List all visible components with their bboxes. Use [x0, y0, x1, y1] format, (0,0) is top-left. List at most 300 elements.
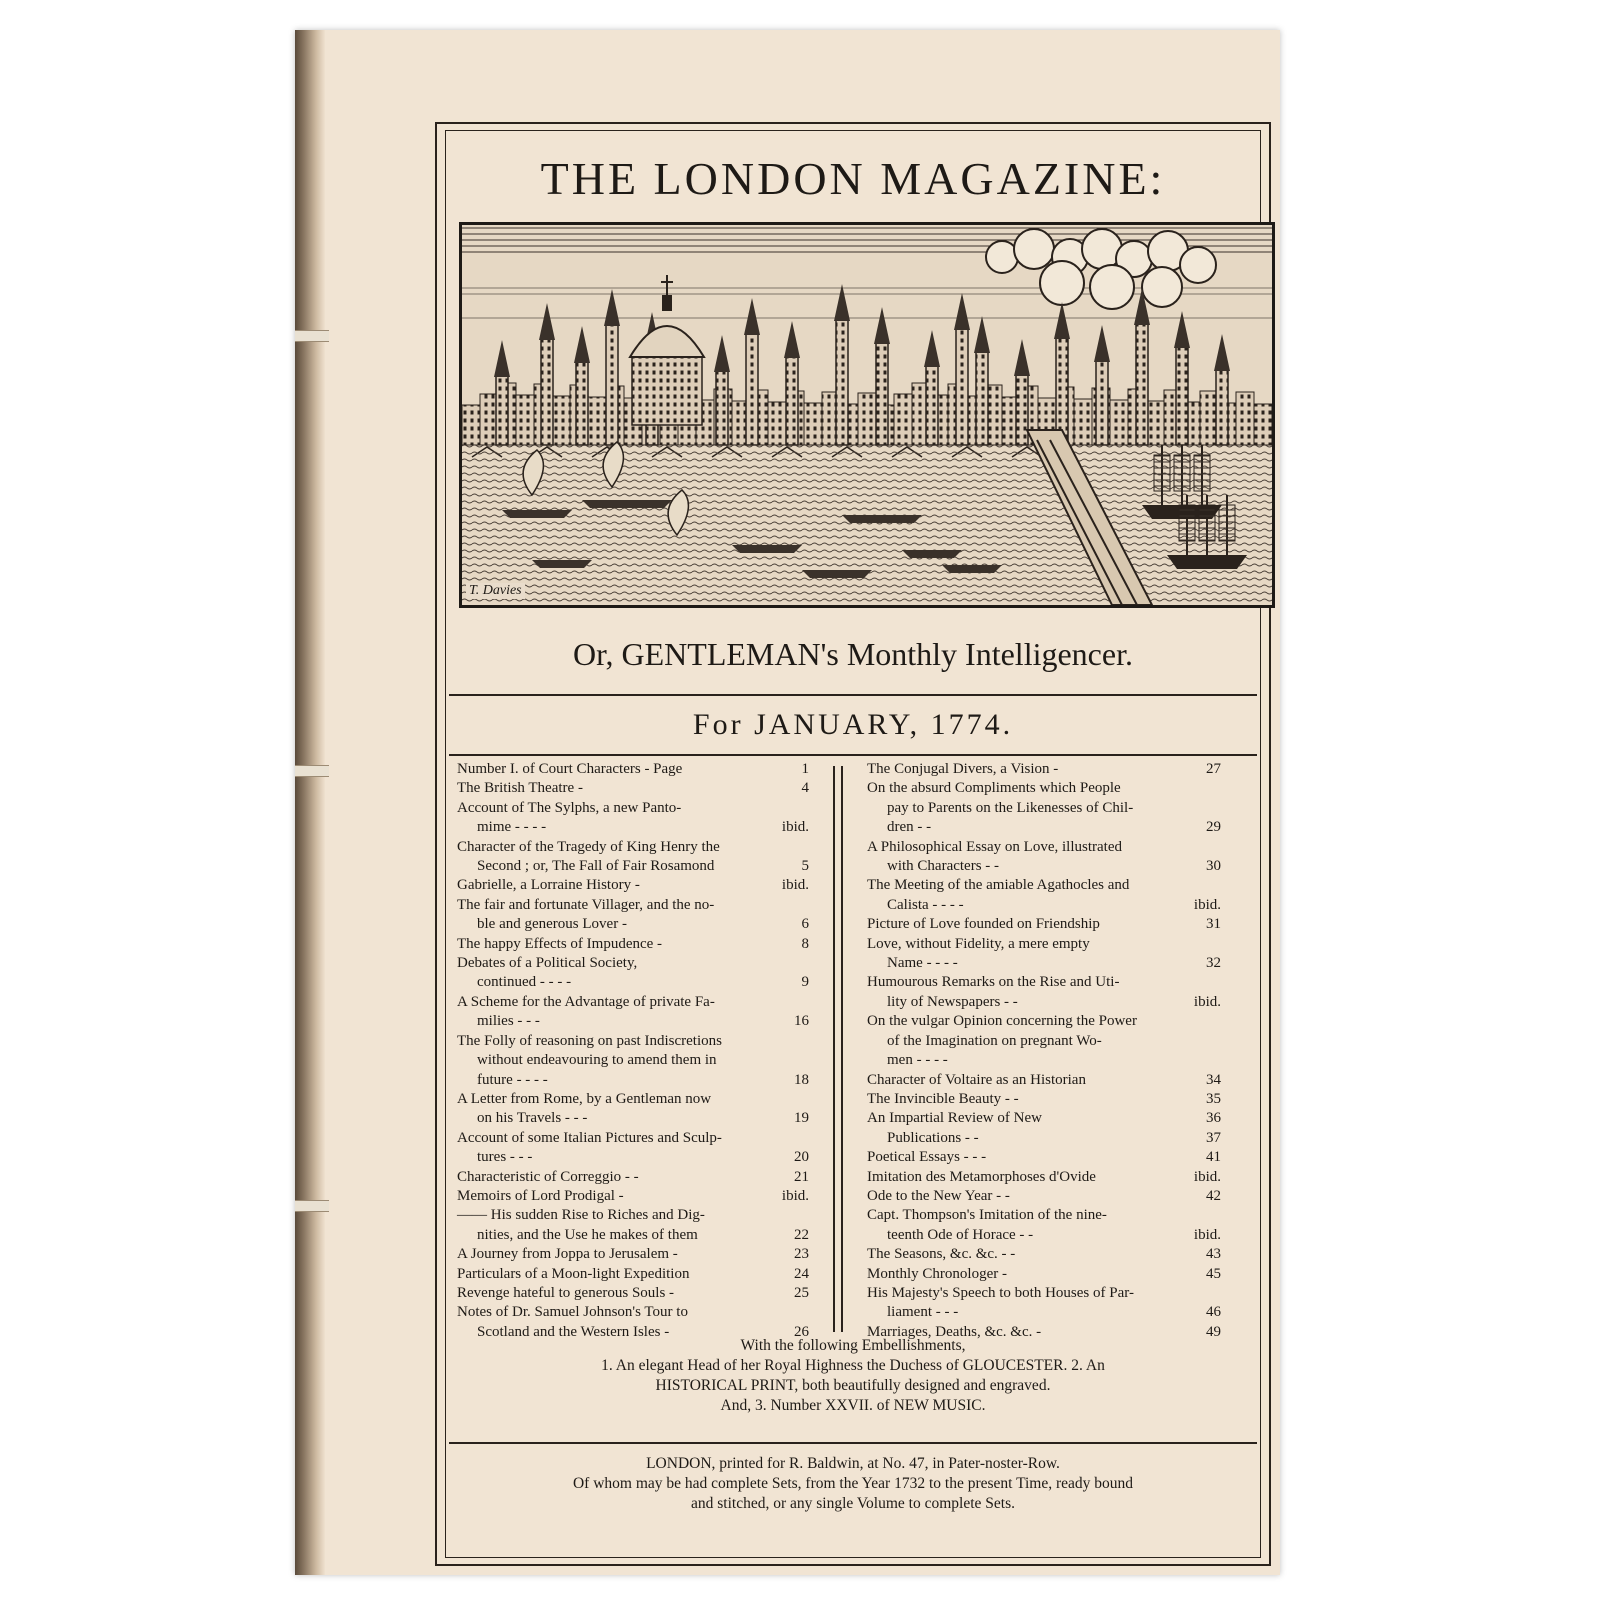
contents-entry: [867, 1109, 1221, 1148]
column-divider: [833, 766, 843, 1332]
contents-title: tures - - -: [477, 1149, 533, 1166]
page-number: [779, 1206, 809, 1225]
contents-line: [867, 1265, 1221, 1284]
contents-line: [867, 818, 1221, 837]
contents-line: [867, 954, 1221, 973]
page-number: ibid.: [1193, 896, 1221, 913]
contents-line: [457, 799, 809, 818]
page-number: [779, 896, 809, 915]
contents-entry: [867, 1206, 1221, 1245]
embellishments: [453, 1336, 1253, 1416]
house: [552, 396, 570, 445]
leader-space: [662, 935, 779, 954]
house: [1074, 399, 1092, 445]
page-number: [1191, 838, 1221, 857]
rowing-boat: [942, 565, 1002, 573]
page-number: 1: [801, 761, 809, 777]
binding-spine: [295, 30, 325, 1575]
page-number: 42: [1206, 1187, 1221, 1204]
rowing-boat: [842, 515, 922, 523]
contents-line: [867, 935, 1221, 954]
contents-entry: [457, 1168, 809, 1187]
leader-space: [1090, 935, 1191, 954]
contents-line: [867, 1168, 1221, 1187]
leader-space: [714, 896, 779, 915]
leader-space: [999, 857, 1191, 876]
page-number: 41: [1206, 1149, 1221, 1166]
page-number: [1191, 779, 1221, 798]
contents-title: The British Theatre -: [457, 780, 583, 797]
contents-line: [867, 1284, 1221, 1303]
leader-space: [571, 973, 779, 992]
contents-entry: [457, 935, 809, 954]
river-thames: [462, 445, 1272, 605]
page-number: [779, 1032, 809, 1051]
rowing-boat: [502, 510, 572, 518]
contents-entry: [867, 935, 1221, 974]
page-number: 22: [794, 1226, 809, 1243]
contents-line: [457, 779, 809, 798]
rule-lower: [449, 754, 1257, 756]
contents-entry: [457, 993, 809, 1032]
leader-space: [1119, 973, 1191, 992]
contents-title: pay to Parents on the Likenesses of Chil-: [887, 799, 1134, 816]
contents-title: An Impartial Review of New: [867, 1110, 1042, 1127]
leader-space: [1107, 1206, 1191, 1225]
page-number: [779, 1051, 809, 1070]
page-number: [1191, 1032, 1221, 1051]
contents-line: [457, 1303, 809, 1322]
embellishments-line: 1. An elegant Head of her Royal Highness the Duchess of GLOUCESTER. 2. An: [601, 1357, 1105, 1374]
page-number: 49: [1206, 1323, 1221, 1340]
contents-entry: [457, 1284, 809, 1303]
page-number: [779, 799, 809, 818]
binding-thread: [295, 330, 329, 342]
contents-entry: [457, 1206, 809, 1245]
contents-entry: [867, 1148, 1221, 1167]
contents-title: Character of Voltaire as an Historian: [867, 1071, 1086, 1088]
contents-entry: [457, 876, 809, 895]
contents-line: [867, 1206, 1221, 1225]
contents-entry: [867, 1284, 1221, 1323]
page-number: 16: [794, 1013, 809, 1030]
contents-line: [457, 1071, 809, 1090]
contents-title: —— His sudden Rise to Riches and Dig-: [457, 1207, 705, 1224]
leader-space: [1096, 1168, 1191, 1187]
london-skyline-woodcut: [459, 222, 1275, 608]
contents-title: Imitation des Metamorphoses d'Ovide: [867, 1168, 1096, 1185]
leader-space: [681, 799, 779, 818]
contents-title: nities, and the Use he makes of them: [477, 1226, 698, 1243]
contents-line: [457, 1284, 809, 1303]
contents-entry: [867, 1168, 1221, 1187]
leader-space: [958, 954, 1191, 973]
contents-title: dren - -: [887, 819, 932, 836]
house: [1254, 404, 1272, 445]
engraver-signature: T. Davies: [466, 583, 525, 599]
contents-title: mime - - - -: [477, 819, 547, 836]
contents-title: The Meeting of the amiable Agathocles and: [867, 877, 1130, 894]
contents-entry: [457, 1245, 809, 1264]
contents-column-right: [867, 760, 1221, 1342]
contents-line: [867, 896, 1221, 915]
page-number: 19: [794, 1110, 809, 1127]
rowing-boat: [802, 570, 872, 578]
leader-space: [1019, 1090, 1191, 1109]
page-number: 31: [1206, 916, 1221, 933]
contents-title: Calista - - - -: [887, 896, 964, 913]
rule-upper: [449, 694, 1257, 696]
page-number: 8: [801, 935, 809, 952]
contents-line: [867, 1090, 1221, 1109]
leader-space: [1122, 838, 1191, 857]
leader-space: [958, 1303, 1191, 1322]
contents-title: A Letter from Rome, by a Gentleman now: [457, 1090, 712, 1107]
leader-space: [540, 1012, 779, 1031]
leader-space: [1102, 1032, 1191, 1051]
page-number: 26: [794, 1323, 809, 1340]
contents-line: [457, 818, 809, 837]
leader-space: [1033, 1226, 1191, 1245]
leader-space: [637, 954, 779, 973]
tall-ship: [1167, 495, 1247, 569]
contents-line: [457, 1129, 809, 1148]
contents-title: Memoirs of Lord Prodigal -: [457, 1187, 624, 1204]
page-number: 5: [801, 858, 809, 875]
embellishments-heading: With the following Embellishments,: [740, 1337, 966, 1354]
contents-title: future - - - -: [477, 1071, 548, 1088]
contents-title: The Conjugal Divers, a Vision -: [867, 761, 1059, 777]
page-number: [1191, 1284, 1221, 1303]
contents-entry: [457, 838, 809, 877]
contents-title: The happy Effects of Impudence -: [457, 935, 663, 952]
contents-title: on his Travels - - -: [477, 1110, 588, 1127]
binding-thread: [295, 1200, 329, 1212]
leader-space: [986, 1148, 1191, 1167]
woodcut-engraving: [462, 225, 1272, 605]
contents-title: A Journey from Joppa to Jerusalem -: [457, 1246, 678, 1263]
page-number: [1191, 1051, 1221, 1070]
contents-line: [867, 1032, 1221, 1051]
leader-space: [640, 876, 779, 895]
contents-line: [457, 857, 809, 876]
leader-space: [722, 1032, 779, 1051]
contents-title: Name - - - -: [887, 955, 958, 972]
page-number: 29: [1206, 819, 1221, 836]
contents-title: liament - - -: [887, 1304, 959, 1321]
page-number: 18: [794, 1071, 809, 1088]
leader-space: [688, 1303, 779, 1322]
leader-space: [587, 1109, 779, 1128]
page-number: 9: [801, 974, 809, 991]
page-number: 36: [1206, 1110, 1221, 1127]
leader-space: [948, 1051, 1191, 1070]
rowing-boat: [532, 560, 592, 568]
contents-title: Marriages, Deaths, &c. &c. -: [867, 1323, 1042, 1340]
leader-space: [1007, 1265, 1191, 1284]
contents-entry: [457, 1187, 809, 1206]
leader-space: [532, 1148, 779, 1167]
contents-title: of the Imagination on pregnant Wo-: [887, 1032, 1102, 1049]
contents-line: [867, 1303, 1221, 1322]
contents-entry: [867, 838, 1221, 877]
contents-entry: [867, 1071, 1221, 1090]
contents-title: Poetical Essays - - -: [867, 1149, 987, 1166]
contents-line: [867, 973, 1221, 992]
imprint-line: and stitched, or any single Volume to complete Sets.: [690, 1495, 1016, 1512]
page-number: 43: [1206, 1246, 1221, 1263]
leader-space: [627, 915, 779, 934]
contents-title: Scotland and the Western Isles -: [477, 1323, 670, 1340]
contents-entry: [867, 1265, 1221, 1284]
contents-line: [867, 857, 1221, 876]
leader-space: [1010, 1187, 1191, 1206]
page-number: [779, 993, 809, 1012]
leader-space: [964, 896, 1191, 915]
page-number: [779, 1129, 809, 1148]
page-number: ibid.: [1193, 993, 1221, 1010]
contents-line: [867, 1187, 1221, 1206]
house: [858, 393, 876, 445]
contents-title: milies - - -: [477, 1013, 540, 1030]
leader-space: [1134, 1284, 1191, 1303]
contents-title: A Scheme for the Advantage of private Fa-: [457, 993, 715, 1010]
page-number: 27: [1206, 761, 1221, 777]
leader-space: [1058, 760, 1191, 779]
contents-title: men - - - -: [887, 1052, 948, 1069]
page-number: 30: [1206, 858, 1221, 875]
contents-line: [457, 1051, 809, 1070]
contents-line: [457, 954, 809, 973]
page-number: [779, 838, 809, 857]
contents-line: [457, 1187, 809, 1206]
contents-line: [457, 1206, 809, 1225]
imprint: [453, 1454, 1253, 1514]
contents-entry: [867, 1187, 1221, 1206]
contents-title: The Seasons, &c. &c. - -: [867, 1246, 1016, 1263]
contents-title: On the absurd Compliments which People: [867, 780, 1121, 797]
page-number: [1191, 799, 1221, 818]
page-number: [779, 954, 809, 973]
contents-title: continued - - - -: [477, 974, 572, 991]
rowing-boat: [732, 545, 802, 553]
page-number: ibid.: [1193, 1168, 1221, 1185]
contents-entry: [867, 1245, 1221, 1264]
leader-space: [546, 818, 779, 837]
contents-title: without endeavouring to amend them in: [477, 1052, 717, 1069]
contents-line: [457, 935, 809, 954]
leader-space: [548, 1071, 779, 1090]
contents-title: Revenge hateful to generous Souls -: [457, 1284, 675, 1301]
page-number: ibid.: [781, 877, 809, 894]
magazine-title: THE LONDON MAGAZINE:: [540, 153, 1166, 204]
contents-entry: [457, 779, 809, 798]
embellishments-line: And, 3. Number XXVII. of NEW MUSIC.: [720, 1397, 986, 1414]
leader-space: [1129, 876, 1191, 895]
page-number: [1191, 1206, 1221, 1225]
leader-space: [1086, 1071, 1191, 1090]
contents-line: [867, 993, 1221, 1012]
house: [894, 394, 912, 445]
contents-line: [457, 1226, 809, 1245]
contents-title: lity of Newspapers - -: [887, 993, 1018, 1010]
contents-title: Humourous Remarks on the Rise and Uti-: [867, 974, 1120, 991]
leader-space: [1121, 779, 1191, 798]
contents-title: Picture of Love founded on Friendship: [867, 916, 1100, 933]
contents-line: [457, 1012, 809, 1031]
leader-space: [682, 760, 779, 779]
contents-line: [867, 876, 1221, 895]
contents-entry: [457, 954, 809, 993]
contents-line: [867, 779, 1221, 798]
contents-title: Ode to the New Year - -: [867, 1187, 1010, 1204]
contents-title: Love, without Fidelity, a mere empty: [867, 935, 1090, 952]
contents-title: His Majesty's Speech to both Houses of Par-: [867, 1284, 1134, 1301]
contents-line: [457, 1168, 809, 1187]
page-number: ibid.: [781, 1187, 809, 1204]
contents-entry: [867, 1012, 1221, 1070]
magazine-subtitle: Or, GENTLEMAN's Monthly Intelligencer.: [573, 636, 1133, 672]
contents-line: [867, 1012, 1221, 1031]
leader-space: [705, 1206, 779, 1225]
contents-title: Number I. of Court Characters - Page: [457, 761, 683, 777]
contents-line: [867, 1226, 1221, 1245]
contents-entry: [457, 1090, 809, 1129]
page-number: 46: [1206, 1304, 1221, 1321]
leader-space: [711, 1090, 779, 1109]
contents-line: [867, 1071, 1221, 1090]
contents-title: Particulars of a Moon-light Expedition: [457, 1265, 690, 1282]
contents-entry: [867, 915, 1221, 934]
contents-line: [457, 760, 809, 779]
contents-line: [457, 838, 809, 857]
embellishments-line: HISTORICAL PRINT, both beautifully designed and engraved.: [655, 1377, 1051, 1394]
contents-title: Gabrielle, a Lorraine History -: [457, 877, 640, 894]
leader-space: [1100, 915, 1191, 934]
page-number: 4: [801, 780, 809, 797]
contents-line: [457, 993, 809, 1012]
contents-title: Characteristic of Correggio - -: [457, 1168, 639, 1185]
contents-entry: [867, 973, 1221, 1012]
leader-space: [1018, 993, 1191, 1012]
house: [1236, 392, 1254, 445]
contents-entry: [457, 896, 809, 935]
contents-entry: [457, 1129, 809, 1168]
contents-title: The Folly of reasoning on past Indiscretions: [457, 1032, 722, 1049]
contents-line: [457, 1090, 809, 1109]
contents-entry: [457, 799, 809, 838]
page-number: [779, 1303, 809, 1322]
leader-space: [979, 1129, 1191, 1148]
page-number: [1191, 1012, 1221, 1031]
leader-space: [717, 1051, 779, 1070]
contents-line: [867, 1051, 1221, 1070]
leader-space: [583, 779, 779, 798]
leader-space: [624, 1187, 779, 1206]
page-number: 34: [1206, 1071, 1221, 1088]
contents-line: [457, 915, 809, 934]
house: [804, 403, 822, 445]
magazine-page: [295, 30, 1280, 1575]
rowing-boat: [582, 500, 672, 508]
house: [1110, 400, 1128, 445]
leader-space: [931, 818, 1191, 837]
contents-title: Account of The Sylphs, a new Panto-: [457, 799, 682, 816]
contents-line: [457, 1245, 809, 1264]
contents-title: Monthly Chronologer -: [867, 1265, 1007, 1282]
contents-title: ble and generous Lover -: [477, 916, 627, 933]
page-number: [1191, 935, 1221, 954]
leader-space: [1133, 799, 1191, 818]
contents-line: [867, 1129, 1221, 1148]
contents-entry: [457, 1032, 809, 1090]
contents-title: teenth Ode of Horace - -: [887, 1226, 1034, 1243]
contents-entry: [867, 760, 1221, 779]
contents-line: [867, 1109, 1221, 1128]
leader-space: [1042, 1109, 1191, 1128]
contents-line: [867, 915, 1221, 934]
contents-line: [457, 896, 809, 915]
imprint-line: LONDON, printed for R. Baldwin, at No. 47, in Pater-noster-Row.: [646, 1455, 1060, 1472]
page-number: 21: [794, 1168, 809, 1185]
page-number: ibid.: [781, 819, 809, 836]
imprint-line: Of whom may be had complete Sets, from the Year 1732 to the present Time, ready bound: [572, 1475, 1134, 1492]
page-number: [1191, 973, 1221, 992]
page-number: 45: [1206, 1265, 1221, 1282]
contents-title: Debates of a Political Society,: [457, 955, 638, 972]
page-number: 35: [1206, 1090, 1221, 1107]
house: [768, 402, 786, 445]
contents-title: with Characters - -: [887, 858, 1000, 875]
house: [462, 405, 480, 445]
contents-title: The fair and fortunate Villager, and the no-: [457, 896, 715, 913]
page-number: 6: [801, 916, 809, 933]
contents-title: A Philosophical Essay on Love, illustrated: [867, 838, 1122, 855]
house: [516, 395, 534, 445]
contents-entry: [867, 876, 1221, 915]
page-number: 37: [1206, 1129, 1221, 1146]
contents-line: [457, 973, 809, 992]
contents-title: Notes of Dr. Samuel Johnson's Tour to: [457, 1304, 688, 1321]
leader-space: [639, 1168, 779, 1187]
leader-space: [720, 838, 779, 857]
page-number: [1191, 876, 1221, 895]
page-number: ibid.: [1193, 1226, 1221, 1243]
leader-space: [698, 1226, 779, 1245]
leader-space: [1137, 1012, 1191, 1031]
contents-column-left: [457, 760, 809, 1342]
leader-space: [689, 1265, 779, 1284]
contents-line: [457, 1109, 809, 1128]
rowing-boat: [902, 550, 962, 558]
contents-entry: [457, 760, 809, 779]
contents-title: Capt. Thompson's Imitation of the nine-: [867, 1207, 1107, 1224]
page-number: [779, 1090, 809, 1109]
contents-line: [457, 1148, 809, 1167]
contents-title: On the vulgar Opinion concerning the Power: [867, 1013, 1137, 1030]
contents-entry: [867, 779, 1221, 837]
leader-space: [1015, 1245, 1191, 1264]
contents-line: [867, 799, 1221, 818]
house: [588, 397, 606, 445]
page-border: [435, 122, 1271, 1566]
leader-space: [678, 1245, 779, 1264]
contents-title: Account of some Italian Pictures and Sculp-: [457, 1129, 722, 1146]
contents-line: [867, 838, 1221, 857]
contents-title: The Invincible Beauty - -: [867, 1090, 1019, 1107]
contents-line: [457, 876, 809, 895]
rule-footer: [449, 1442, 1257, 1444]
